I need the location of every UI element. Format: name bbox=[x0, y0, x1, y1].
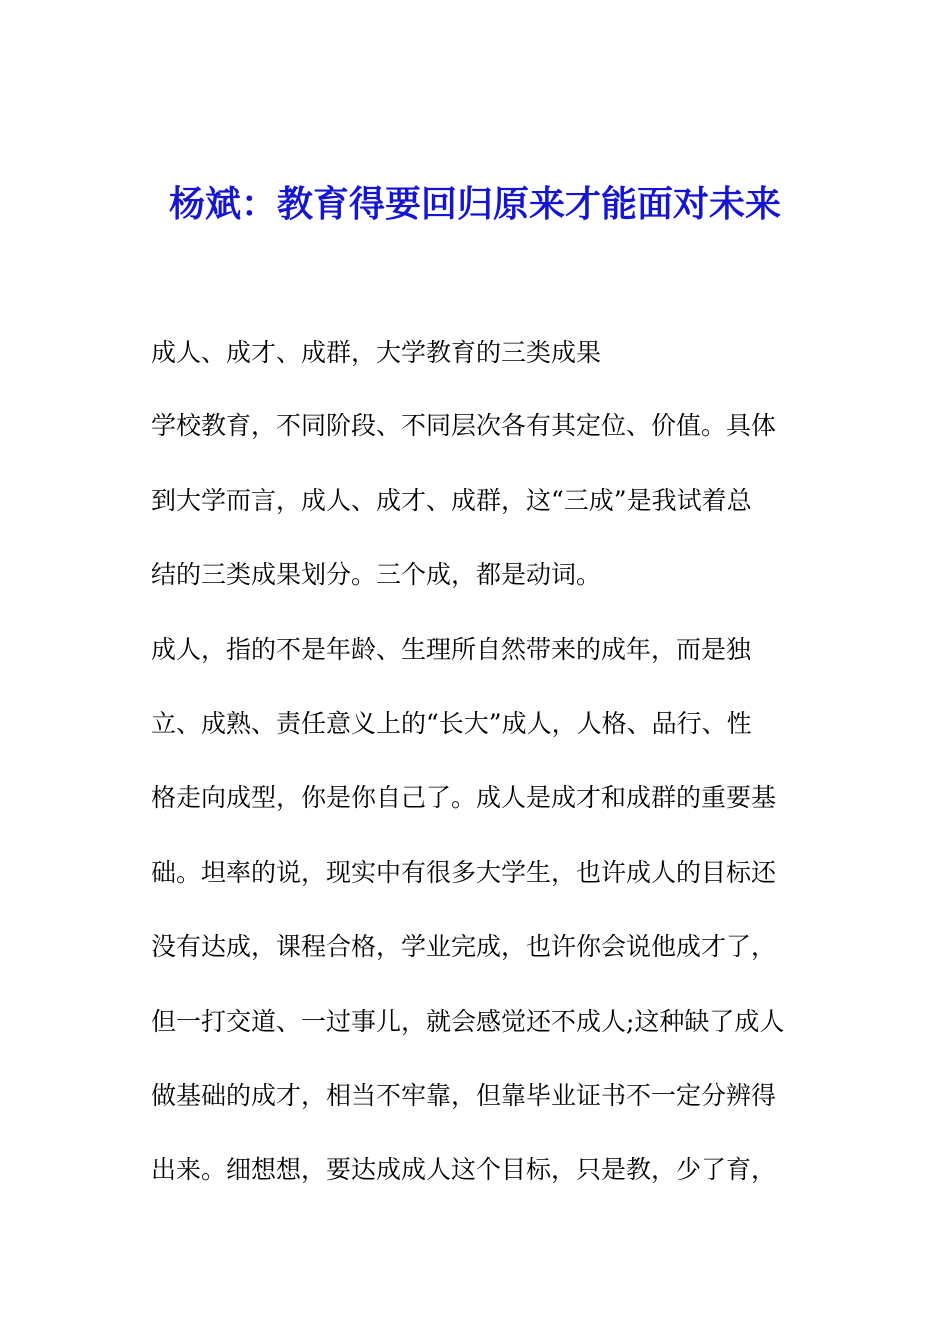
body-line: 立、成熟、责任意义上的“长大”成人，人格、品行、性 bbox=[151, 709, 752, 738]
body-line: 成人、成才、成群，大学教育的三类成果 bbox=[151, 338, 602, 367]
body-line: 没有达成，课程合格，学业完成，也许你会说他成才了， bbox=[151, 932, 777, 961]
body-line: 到大学而言，成人、成才、成群，这“三成”是我试着总 bbox=[151, 486, 752, 515]
body-line: 格走向成型，你是你自己了。成人是成才和成群的重要基 bbox=[151, 783, 777, 812]
body-line: 结的三类成果划分。三个成，都是动词。 bbox=[151, 560, 602, 589]
body-line: 学校教育，不同阶段、不同层次各有其定位、价值。具体 bbox=[151, 411, 777, 440]
body-line: 出来。细想想，要达成成人这个目标，只是教，少了育， bbox=[151, 1155, 777, 1184]
body-line: 做基础的成才，相当不牢靠，但靠毕业证书不一定分辨得 bbox=[151, 1081, 777, 1110]
body-line: 但一打交道、一过事儿，就会感觉还不成人;这种缺了成人 bbox=[151, 1007, 785, 1036]
document-title: 杨斌：教育得要回归原来才能面对未来 bbox=[168, 183, 781, 225]
body-line: 础。坦率的说，现实中有很多大学生，也许成人的目标还 bbox=[151, 858, 777, 887]
body-line: 成人，指的不是年龄、生理所自然带来的成年，而是独 bbox=[151, 635, 752, 664]
